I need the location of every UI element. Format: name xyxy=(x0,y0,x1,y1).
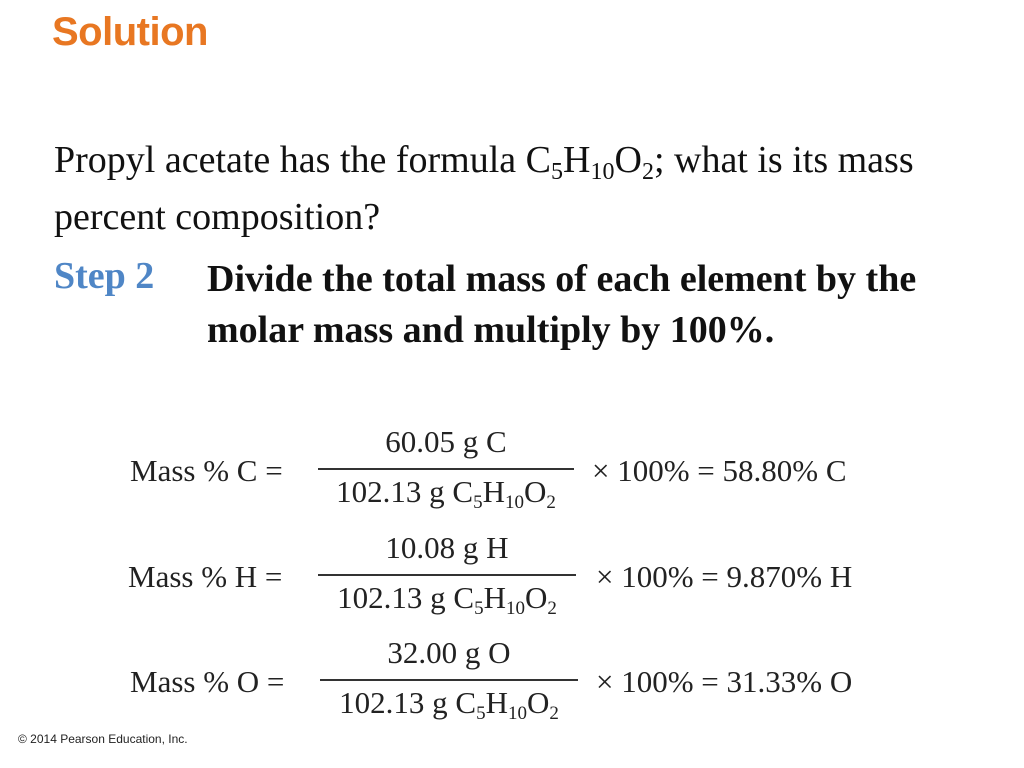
fraction-bar xyxy=(320,679,578,681)
equation-oxygen xyxy=(0,635,1024,725)
fraction xyxy=(318,424,574,514)
denominator: 102.13 g $C_5H_{10}O_2$ xyxy=(339,685,559,724)
fraction-bar xyxy=(318,574,576,576)
equation-rhs: × 100% = 58.80% C xyxy=(592,453,847,488)
fraction-bar xyxy=(318,468,574,470)
numerator: 60.05 g C xyxy=(385,424,507,459)
question-text xyxy=(54,132,974,246)
copyright-footer: © 2014 Pearson Education, Inc. xyxy=(18,732,188,746)
equation-rhs: × 100% = 31.33% O xyxy=(596,664,853,699)
equation-carbon xyxy=(0,424,1024,514)
step-label: Step 2 xyxy=(54,255,155,297)
equation-lhs: Mass % C = xyxy=(130,453,283,488)
equation-lhs: Mass % O = xyxy=(130,664,285,699)
equation-rhs: × 100% = 9.870% H xyxy=(596,559,853,594)
step-instruction: Divide the total mass of each element by the molar mass and multiply by 100%. xyxy=(207,258,917,351)
question-before-formula: Propyl acetate has the formula xyxy=(54,139,526,181)
fraction xyxy=(318,530,576,620)
equation-lhs: Mass % H = xyxy=(128,559,283,594)
fraction xyxy=(320,635,578,725)
numerator: 32.00 g O xyxy=(387,635,511,670)
slide-title: Solution xyxy=(52,10,208,54)
question-after-formula: ; what is its mass percent composition? xyxy=(54,139,914,238)
question-formula: $C_5H_{10}O_2$ xyxy=(525,139,654,185)
numerator: 10.08 g H xyxy=(385,530,509,565)
equation-hydrogen xyxy=(0,530,1024,620)
denominator: 102.13 g $C_5H_{10}O_2$ xyxy=(336,474,556,513)
denominator: 102.13 g $C_5H_{10}O_2$ xyxy=(337,580,557,619)
